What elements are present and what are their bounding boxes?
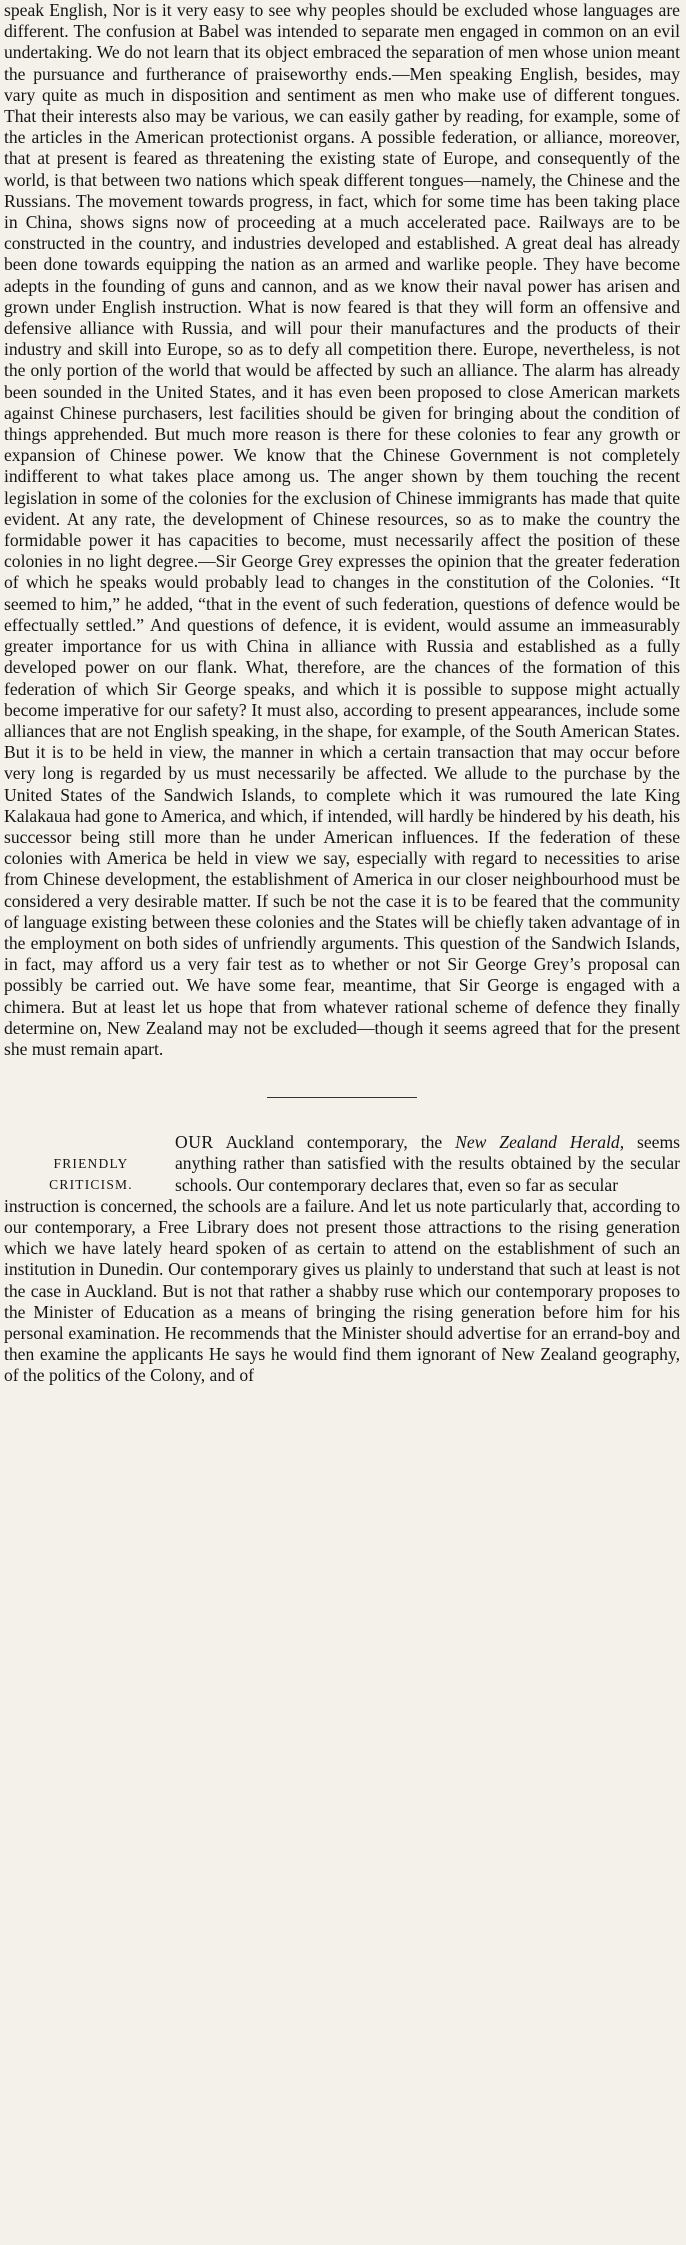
article-federation — [4, 0, 680, 1060]
lead-word: OUR — [175, 1132, 214, 1153]
side-heading — [30, 1153, 152, 1195]
section-divider — [267, 1097, 417, 1098]
newspaper-name: New Zealand Herald — [455, 1132, 620, 1153]
side-heading-line-2: CRITICISM. — [49, 1177, 133, 1193]
side-heading-line-1: FRIENDLY — [53, 1156, 129, 1172]
article-continuation — [4, 1196, 680, 1387]
article-lead-block — [175, 1132, 680, 1196]
lead-text-1: Auckland contemporary, the — [213, 1132, 456, 1153]
article-federation-paragraph: speak English, Nor is it very easy to see why peoples should be excluded whose languages are different. The confusion at Babel was intended to separate men engaged in common on an evil undertaking. We do not learn that its object embraced the separation of men whose union meant the pursuance and furtherance of praiseworthy ends.—Men speaking English, besides, may vary quite as much in disposition and sentiment as men who make use of different tongues. That their interests also may be various, we can easily gather by reading, for example, some of the articles in the American protectionist organs. A possible federation, or alliance, moreover, that at present is feared as threatening the existing state of Europe, and consequently of the world, is that between two nations which speak different tongues—namely, the Chinese and the Russians. The movement towards progress, in fact, which for some time has been taking place in China, shows signs now of proceeding at a much accelerated pace. Railways are to be constructed in the country, and industries developed and established. A great deal has already been done towards equipping the nation as an armed and warlike people. They have become adepts in the founding of guns and cannon, and as we know their naval power has arisen and grown under English instruction. What is now feared is that they will form an offensive and defensive alliance with Russia, and will pour their manufactures and the products of their industry and skill into Europe, so as to defy all competition there. Europe, nevertheless, is not the only portion of the world that would be affected by such an alliance. The alarm has already been sounded in the United States, and it has even been proposed to close American markets against Chinese purchasers, lest facilities should be given for bringing about the condition of things apprehended. But much more reason is there for these colonies to fear any growth or expansion of Chinese power. We know that the Chinese Government is not completely indifferent to what takes place among us. The anger shown by them touching the recent legislation in some of the colonies for the exclusion of Chinese immigrants has made that quite evident. At any rate, the development of Chinese resources, so as to make the country the formidable power it has capacities to become, must necessarily affect the position of these colonies in no light degree.—Sir George Grey expresses the opinion that the greater federation of which he speaks would probably lead to changes in the constitution of the Colonies. “It seemed to him,” he added, “that in the event of such federation, questions of defence would be effectually settled.” And questions of defence, it is evident, would assume an immeasurably greater importance for us with China in alliance with Russia and established as a fully developed power on our flank. What, therefore, are the chances of the formation of this federation of which Sir George speaks, and which it is possible to suppose might actually become imperative for our safety? It must also, according to present appearances, include some alliances that are not English speaking, in the shape, for example, of the South American States. But it is to be held in view, the manner in which a certain transaction that may occur before very long is regarded by us must necessarily be affected. We allude to the purchase by the United States of the Sandwich Islands, to complete which it was rumoured the late King Kalakaua had gone to America, and which, if intended, will hardly be hindered by his death, his successor being still more than he under American influences. If the federation of these colonies with America be held in view we say, especially with regard to necessities to arise from Chinese development, the establishment of America in our closer neighbourhood must be considered a very desirable matter. If such be not the case it is to be feared that the community of language existing between these colonies and the States will be chiefly taken advantage of in the employment on both sides of unfriendly arguments. This question of the Sandwich Islands, in fact, may afford us a very fair test as to whether or not Sir George Grey’s proposal can possibly be carried out. We have some fear, meantime, that Sir George is engaged with a chimera. But at least let us hope that from whatever rational scheme of defence they finally determine on, New Zealand may not be excluded—though it seems agreed that for the present she must remain apart. — [4, 0, 680, 1059]
lead-text-2: , seems anything rather than satisfied with the results obtained by the secular schools. Our contemporary declares that, even so far as secular — [175, 1132, 681, 1195]
article-lead-paragraph — [175, 1132, 680, 1196]
article-friendly-criticism — [4, 1132, 680, 1386]
article-continuation-paragraph: instruction is concerned, the schools are a failure. And let us note particularly that, according to our contemporary, a Free Library does not present those attractions to the rising generation which we have lately heard spoken of as certain to attend on the establishment of such an institution in Dunedin. Our contemporary gives us plainly to understand that such at least is not the case in Auckland. But is not that rather a shabby ruse which our contemporary proposes to the Minister of Education as a means of bringing the rising generation before him for his personal examination. He recommends that the Minister should advertise for an errand-boy and then examine the applicants He says he would find them ignorant of New Zealand geography, of the politics of the Colony, and of — [4, 1195, 680, 1386]
